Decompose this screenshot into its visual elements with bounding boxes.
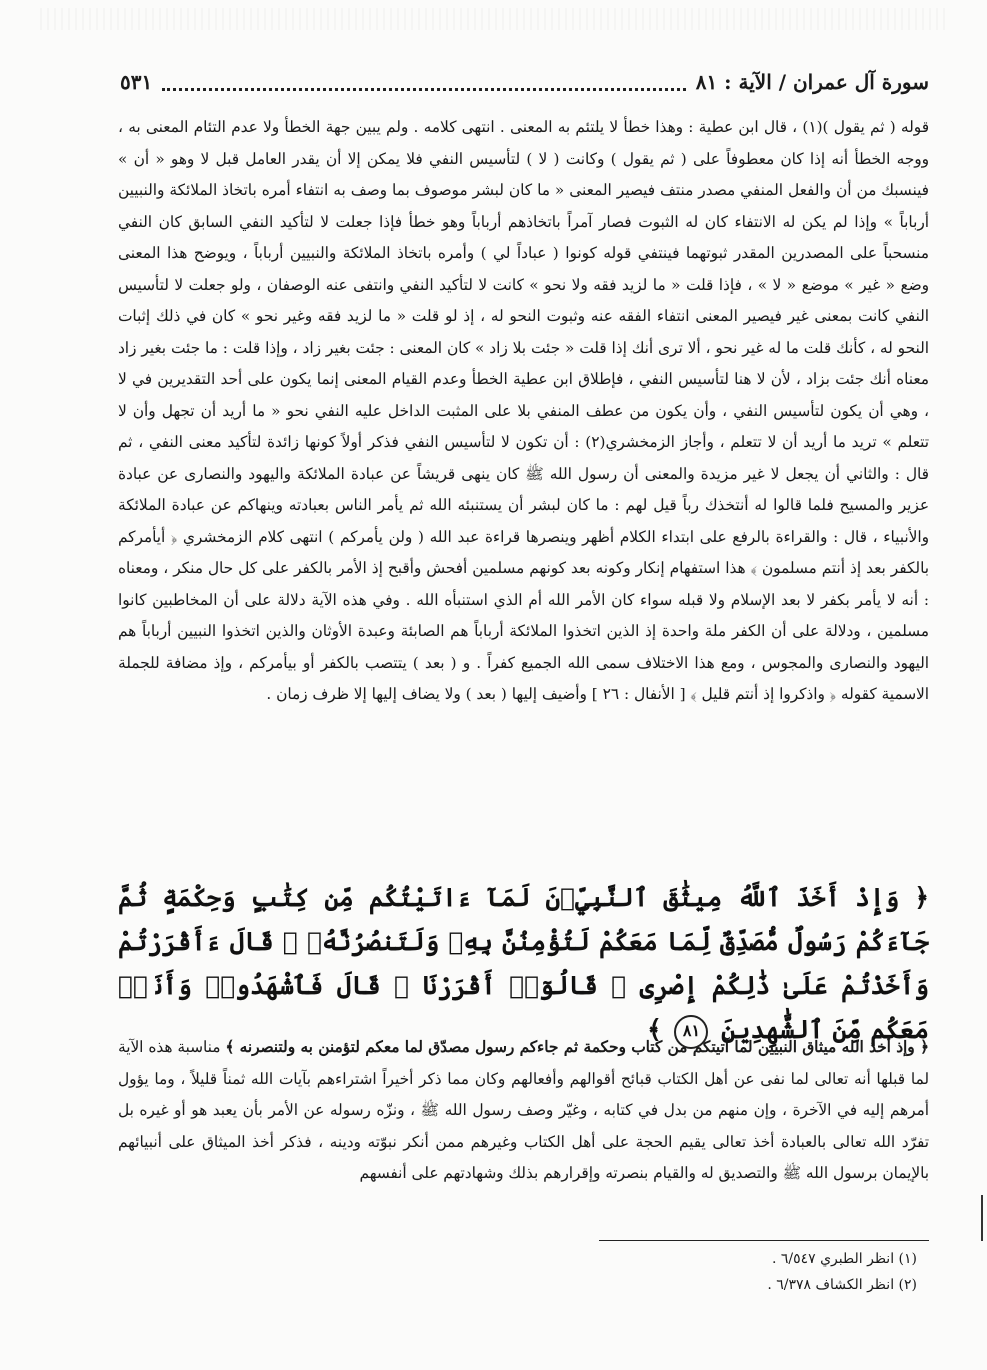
verse-commentary (118, 1032, 929, 1190)
page-number: ٥٣١ (120, 70, 153, 94)
tafsir-paragraph: قوله ( ثم يقول )(١) ، قال ابن عطية : وهذا خطأ لا يلتئم به المعنى . انتهى كلامه . ولم يبين جهة الخطأ ولا عدم التئام المعنى به ، ووجه الخطأ أنه إذا كان معطوفاً على ( ثم يقول ) وكانت ( لا ) لتأسيس النفي فلا يمكن إلا أن يقدر العامل قبل لا وهو « أن » فينسبك من أن والفعل المنفي مصدر منتف فيصير المعنى « ما كان لبشر موصوف بما وصف به انتفاء أمره باتخاذ الملائكة والنبيين أرباباً » وإذا لم يكن له الانتفاء كان له الثبوت فصار آمراً باتخاذهم أرباباً وهو خطأ فإذا جعلت لا لتأكيد النفي السابق كان النفي منسحباً على المصدرين المقدر ثبوتهما فينتفي قوله كونوا ( عباداً لي ) وأمره باتخاذ الملائكة والنبيين أرباباً ، ويوضح هذا المعنى وضع « غير » موضع « لا » ، فإذا قلت « ما لزيد فقه ولا نحو » كانت لا لتأكيد النفي وانتفى عنه الوصفان ، ولو جعلت لا لتأسيس النفي كانت بمعنى غير فيصير المعنى انتفاء الفقه عنه وثبوت النحو له ، إذ لو قلت « ما لزيد فقه وغير نحو » كان في ذلك إثبات النحو له ، كأنك قلت ما له غير نحو ، ألا ترى أنك إذا قلت « جئت بلا زاد » كان المعنى : جئت بغير زاد ، وإذا قلت : ما جئت بغير زاد معناه أنك جئت بزاد ، لأن لا هنا لتأسيس النفي ، فإطلاق ابن عطية الخطأ وعدم القيام المعنى إنما يكون على أحد التقديرين في لا ، وهي أن يكون لتأسيس النفي ، وأن يكون من عطف المنفي بلا على المثبت الداخل عليه النفي نحو « ما أريد أن تجهل وأن لا تتعلم » تريد ما أريد أن لا تتعلم ، وأجاز الزمخشري(٢) : أن تكون لا لتأسيس النفي فذكر أولاً كونها زائدة لتأكيد معنى النفي ، ثم قال : والثاني أن يجعل لا غير مزيدة والمعنى أن رسول الله ﷺ كان ينهى قريشاً عن عبادة الملائكة واليهود والنصارى عن عبادة عزير والمسيح فلما قالوا له أنتخذك رباً قيل لهم : ما كان لبشر أن يستنبئه الله ثم يأمر الناس بعبادته وينهاكم عن عبادة الملائكة والأنبياء ، قال : والقراءة بالرفع على ابتداء الكلام أظهر وينصرها قراءة عبد الله ( ولن يأمركم ) انتهى كلام الزمخشري ﴿ أيأمركم بالكفر بعد إذ أنتم مسلمون ﴾ هذا استفهام إنكار وكونه بعد كونهم مسلمين أفحش وأقبح إذ الأمر بالكفر على كل حال منكر ، ومعناه : أنه لا يأمر بكفر لا بعد الإسلام ولا قبله سواء كان الأمر الله أم الذي استنبأه الله . وفي هذه الآية دلالة على أن المخاطبين كانوا مسلمين ، ودلالة على أن الكفر ملة واحدة إذ الذين اتخذوا الملائكة أرباباً هم الصابئة وعبدة الأوثان والذين اتخذوا النبيين أرباباً هم اليهود والنصارى والمجوس ، ومع هذا الاختلاف سمى الله الجميع كفراً . و ( بعد ) يتتصب بالكفر أو بيأمركم ، وإذ مضافة للجملة الاسمية كقوله ﴿ واذكروا إذ أنتم قليل ﴾ [ الأنفال : ٢٦ ] وأضيف إليها ( بعد ) ولا يضاف إليها إلا ظرف زمان . (118, 118, 930, 703)
footnotes (767, 1246, 917, 1298)
surah-title: سورة آل عمران / الآية : ٨١ (695, 70, 929, 94)
footnote-2: (٢) انظر الكشاف ٦/٣٧٨ . (767, 1277, 917, 1293)
commentary-lead: ﴿ وإذ أخذ الله ميثاق النبيين لما آتيتكم من كتاب وحكمة ثم جاءكم رسول مصدّق لما معكم لتؤمنن به ولتنصرنه ﴾ (225, 1038, 929, 1056)
page-header (120, 62, 929, 102)
header-dotted-leader (162, 74, 685, 91)
verse-close-bracket: ﴾ (647, 1015, 662, 1044)
scan-margin-mark (981, 1195, 983, 1241)
ayah-number-marker: ٨١ (674, 1015, 708, 1049)
footnote-divider (599, 1240, 929, 1241)
tafsir-body (118, 112, 929, 711)
footnote-1: (١) انظر الطبري ٦/٥٤٧ . (771, 1251, 917, 1267)
verse-open-bracket: ﴿ (914, 883, 929, 912)
commentary-text: مناسبة هذه الآية لما قبلها أنه تعالى لما نفى عن أهل الكتاب قبائح أقوالهم وأفعالهم وكان مما ذكر أخيراً اشتراءهم بآيات الله ثمناً قليلاً ، وما يؤول أمرهم إليه في الآخرة ، وإن منهم من بدل في كتابه ، وغيّر وصف رسول الله ﷺ ، ونزّه رسوله عن الأمر بأن يعبد هو أو غيره بل تفرّد الله تعالى بالعبادة أخذ تعالى يقيم الحجة على أهل الكتاب وغيرهم ممن أنكر نبوّته ودينه ، فذكر أخذ الميثاق على أنبيائهم بالإيمان برسول الله ﷺ والتصديق له والقيام بنصرته وإقرارهم بذلك وشهادتهم على أنفسهم (118, 1038, 929, 1182)
scan-noise (40, 8, 947, 30)
quran-verse (118, 876, 929, 1052)
verse-text: وَإِذْ أَخَذَ ٱللَّهُ مِيثَٰقَ ٱلنَّبِيِّۦنَ لَمَآ ءَاتَيْتُكُم مِّن كِتَٰبٍ وَحِكْمَةٍ ثُمَّ جَآءَكُمْ رَسُولٌ مُّصَدِّقٌ لِّمَا مَعَكُمْ لَتُؤْمِنُنَّ بِهِۦ وَلَتَنصُرُنَّهُۥ ۚ قَالَ ءَأَقْرَرْتُمْ وَأَخَذْتُمْ عَلَىٰ ذَٰلِكُمْ إِصْرِى ۖ قَالُوٓا۟ أَقْرَرْنَا ۚ قَالَ فَٱشْهَدُوا۟ وَأَنَا۠ مَعَكُم مِّنَ ٱلشَّٰهِدِينَ (118, 883, 929, 1044)
